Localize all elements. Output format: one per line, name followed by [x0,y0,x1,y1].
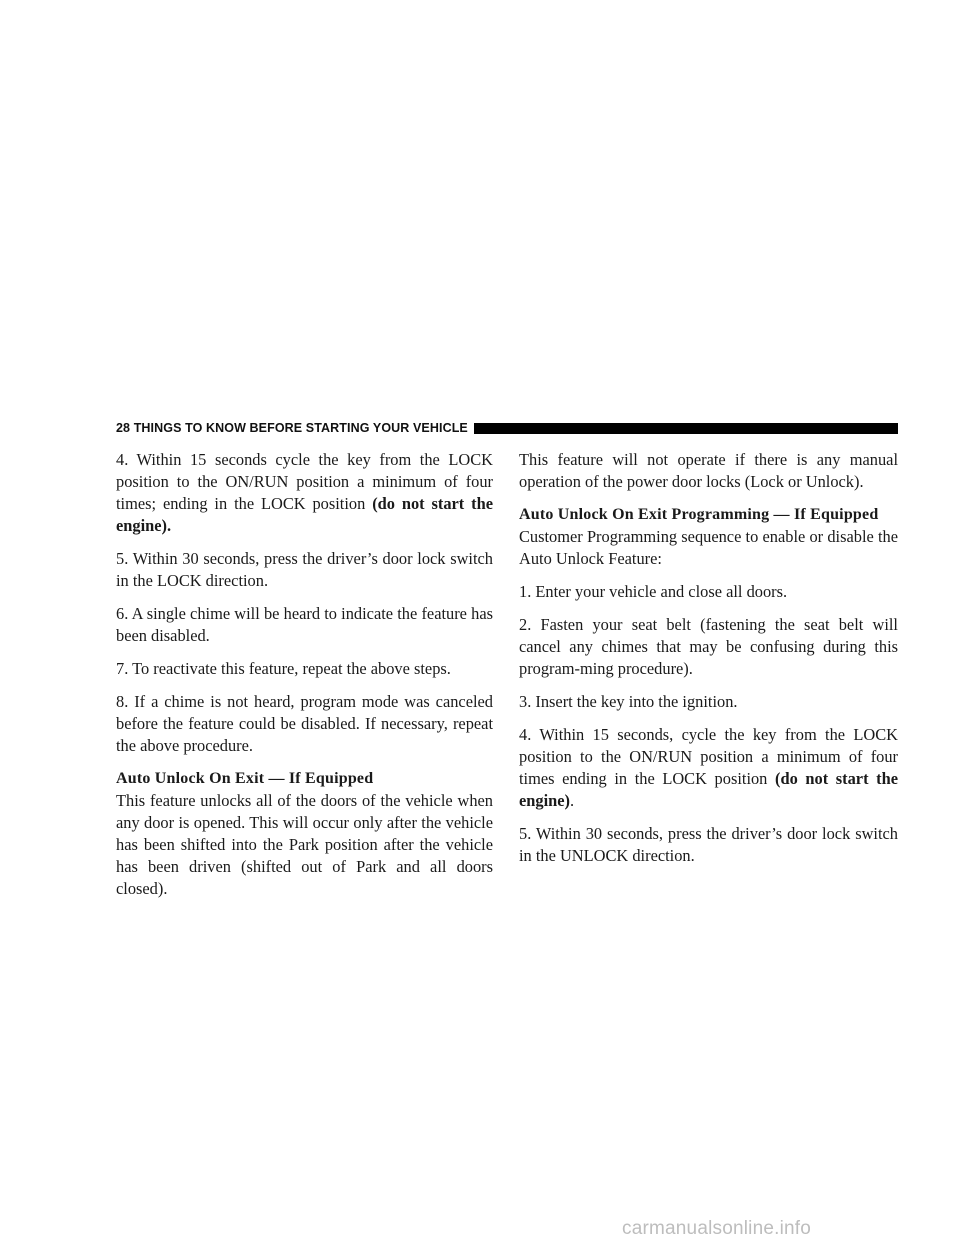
right-step-4-tail: . [570,791,575,810]
page-number: 28 [116,421,131,435]
right-column [519,449,898,878]
watermark: carmanualsonline.info [622,1218,812,1239]
programming-description: Customer Programming sequence to enable or disable the Auto Unlock Feature: [519,527,898,568]
right-step-5: 5. Within 30 seconds, press the driver’s door lock switch in the UNLOCK direction. [519,824,898,865]
header-rule-bar [474,423,898,434]
section-heading-auto-unlock: Auto Unlock On Exit — If Equipped [116,770,374,787]
left-step-6: 6. A single chime will be heard to indicate the feature has been disabled. [116,604,493,645]
left-step-5: 5. Within 30 seconds, press the driver’s door lock switch in the LOCK direction. [116,549,493,590]
left-step-7: 7. To reactivate this feature, repeat the above steps. [116,659,451,678]
left-step-4-bold: (do not start the engine). [116,494,493,535]
right-step-4-text: 4. Within 15 seconds, cycle the key from the LOCK position to the ON/RUN position a minimum of four times ending in the LOCK position [519,725,898,788]
left-step-4 [116,449,493,537]
right-step-2: 2. Fasten your seat belt (fastening the seat belt will cancel any chimes that may be confusing during this program-ming procedure). [519,615,898,678]
right-step-4 [519,724,898,812]
left-step-4-text: 4. Within 15 seconds cycle the key from the LOCK position to the ON/RUN position a minimum of four times; ending in the LOCK position [116,450,493,513]
right-step-4-bold: (do not start the engine) [519,769,898,810]
right-step-1: 1. Enter your vehicle and close all doors. [519,582,788,601]
section-heading-programming: Auto Unlock On Exit Programming — If Equipped [519,506,879,523]
left-column [116,449,493,911]
right-step-3: 3. Insert the key into the ignition. [519,692,738,711]
left-step-8: 8. If a chime is not heard, program mode was canceled before the feature could be disabled. If necessary, repeat the above procedure. [116,692,493,755]
page-header [116,419,898,437]
page-header-text [116,421,474,435]
right-intro: This feature will not operate if there is any manual operation of the power door locks (Lock or Unlock). [519,450,898,491]
section-title: THINGS TO KNOW BEFORE STARTING YOUR VEHICLE [133,421,468,435]
auto-unlock-description: This feature unlocks all of the doors of the vehicle when any door is opened. This will occur only after the vehicle has been shifted into the Park position after the vehicle has been driven (shifted out of Park and all doors closed). [116,791,493,898]
